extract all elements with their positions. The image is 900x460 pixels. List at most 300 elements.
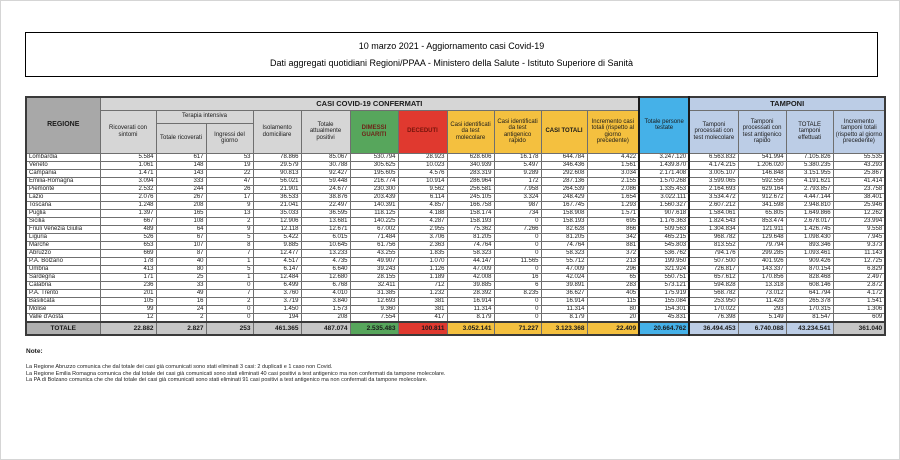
value-cell: 78.866 <box>253 153 301 161</box>
value-cell: 56.021 <box>253 177 301 185</box>
column-header-regione: REGIONE <box>26 97 100 153</box>
value-cell: 36.533 <box>253 193 301 201</box>
value-cell: 346.436 <box>541 161 587 169</box>
value-cell: 461.365 <box>253 322 301 335</box>
value-cell: 178 <box>100 257 156 265</box>
value-cell: 0 <box>494 233 541 241</box>
table-header <box>26 97 885 153</box>
table-row <box>26 297 885 305</box>
value-cell: 201 <box>100 289 156 297</box>
table-body <box>26 153 885 335</box>
value-cell: 35.033 <box>253 209 301 217</box>
value-cell: 267 <box>156 193 206 201</box>
value-cell: 1.570.268 <box>639 177 689 185</box>
value-cell: 283 <box>587 281 639 289</box>
region-name: Toscana <box>26 201 100 209</box>
value-cell: 4.188 <box>398 209 447 217</box>
value-cell: 19 <box>206 161 253 169</box>
group-header-casi-confermati: CASI COVID-19 CONFERMATI <box>100 97 639 110</box>
value-cell: 65 <box>587 273 639 281</box>
value-cell: 7.266 <box>494 225 541 233</box>
value-cell: 39.885 <box>447 281 494 289</box>
value-cell: 321.924 <box>639 265 689 273</box>
column-header-tamponi-totale: TOTALE tamponi effettuati <box>786 110 833 153</box>
value-cell: 0 <box>494 249 541 257</box>
column-header-tamponi-molecolare: Tamponi processati con test molecolare <box>689 110 738 153</box>
value-cell: 99 <box>100 305 156 313</box>
value-cell: 644.784 <box>541 153 587 161</box>
value-cell: 1 <box>206 273 253 281</box>
value-cell: 1.176.363 <box>639 217 689 225</box>
value-cell: 1.098.430 <box>786 233 833 241</box>
value-cell: 292.608 <box>541 169 587 177</box>
region-name: Lombardia <box>26 153 100 161</box>
column-header-terapia-ingressi: Ingressi del giorno <box>206 123 253 153</box>
region-name: Valle d'Aosta <box>26 313 100 322</box>
value-cell: 1.471 <box>100 169 156 177</box>
value-cell: 154.301 <box>639 305 689 313</box>
value-cell: 372 <box>587 249 639 257</box>
value-cell: 487.074 <box>301 322 350 335</box>
value-cell: 16 <box>156 297 206 305</box>
value-cell: 3.005.107 <box>689 169 738 177</box>
value-cell: 0 <box>494 297 541 305</box>
value-cell: 2 <box>156 313 206 322</box>
value-cell: 58.323 <box>447 249 494 257</box>
value-cell: 129.648 <box>738 233 786 241</box>
column-header-incremento-tamponi: Incremento tamponi totali (rispetto al giorno precedente) <box>833 110 885 153</box>
value-cell: 305.625 <box>350 161 398 169</box>
region-name: P.A. Trento <box>26 289 100 297</box>
value-cell: 81.547 <box>786 313 833 322</box>
value-cell: 65.805 <box>738 209 786 217</box>
value-cell: 158.174 <box>447 209 494 217</box>
table-row <box>26 249 885 257</box>
value-cell: 264.539 <box>541 185 587 193</box>
value-cell: 108 <box>156 217 206 225</box>
value-cell: 9 <box>206 201 253 209</box>
value-cell: 909.426 <box>786 257 833 265</box>
covid-data-table <box>25 96 886 336</box>
value-cell: 669 <box>100 249 156 257</box>
value-cell: 0 <box>206 305 253 313</box>
table-row <box>26 161 885 169</box>
table-row <box>26 209 885 217</box>
value-cell: 12.477 <box>253 249 301 257</box>
value-cell: 2.678.017 <box>786 217 833 225</box>
value-cell: 1.835 <box>398 249 447 257</box>
table-row <box>26 305 885 313</box>
value-cell: 22.497 <box>301 201 350 209</box>
value-cell: 2.872 <box>833 281 885 289</box>
value-cell: 71.484 <box>350 233 398 241</box>
value-cell: 609 <box>833 313 885 322</box>
value-cell: 286.964 <box>447 177 494 185</box>
column-header-positivi: Totale attualmente positivi <box>301 110 350 153</box>
value-cell: 10.914 <box>398 177 447 185</box>
value-cell: 4.422 <box>587 153 639 161</box>
value-cell: 171 <box>100 273 156 281</box>
value-cell: 230.300 <box>350 185 398 193</box>
value-cell: 30.788 <box>301 161 350 169</box>
value-cell: 870.154 <box>786 265 833 273</box>
value-cell: 1.561 <box>587 161 639 169</box>
value-cell: 592.556 <box>738 177 786 185</box>
value-cell: 1.061 <box>100 161 156 169</box>
value-cell: 287.136 <box>541 177 587 185</box>
value-cell: 545.803 <box>639 241 689 249</box>
value-cell: 8.235 <box>494 289 541 297</box>
value-cell: 208 <box>156 201 206 209</box>
value-cell: 47.009 <box>447 265 494 273</box>
value-cell: 41.414 <box>833 177 885 185</box>
value-cell: 12.118 <box>253 225 301 233</box>
value-cell: 1.824.543 <box>689 217 738 225</box>
value-cell: 2 <box>206 217 253 225</box>
column-header-isolamento: Isolamento domiciliare <box>253 110 301 153</box>
value-cell: 7.945 <box>833 233 885 241</box>
region-name: Friuli Venezia Giulia <box>26 225 100 233</box>
value-cell: 265.378 <box>786 297 833 305</box>
value-cell: 55.535 <box>833 153 885 161</box>
value-cell: 550.751 <box>639 273 689 281</box>
value-cell: 2.535.483 <box>350 322 398 335</box>
value-cell: 1.232 <box>398 289 447 297</box>
column-header-persone-testate: Totale persone testate <box>639 97 689 153</box>
value-cell: 121.911 <box>738 225 786 233</box>
table-row <box>26 289 885 297</box>
value-cell: 47.009 <box>541 265 587 273</box>
value-cell: 573.121 <box>639 281 689 289</box>
value-cell: 53 <box>206 153 253 161</box>
value-cell: 21.041 <box>253 201 301 209</box>
column-header-terapia-totale: Totale ricoverati <box>156 123 206 153</box>
value-cell: 530.794 <box>350 153 398 161</box>
value-cell: 203.439 <box>350 193 398 201</box>
value-cell: 47 <box>206 177 253 185</box>
value-cell: 5.497 <box>494 161 541 169</box>
value-cell: 3.052.141 <box>447 322 494 335</box>
value-cell: 107 <box>156 241 206 249</box>
value-cell: 2.497 <box>833 273 885 281</box>
value-cell: 28.923 <box>398 153 447 161</box>
value-cell: 608.146 <box>786 281 833 289</box>
value-cell: 90.813 <box>253 169 301 177</box>
notes-section <box>26 348 866 384</box>
notes-title: Note: <box>26 348 43 355</box>
value-cell: 417 <box>398 313 447 322</box>
value-cell: 80 <box>156 265 206 273</box>
value-cell: 140.225 <box>350 217 398 225</box>
value-cell: 283.319 <box>447 169 494 177</box>
value-cell: 526 <box>100 233 156 241</box>
value-cell: 11.314 <box>541 305 587 313</box>
value-cell: 16 <box>494 273 541 281</box>
value-cell: 8 <box>206 241 253 249</box>
region-name: Basilicata <box>26 297 100 305</box>
value-cell: 73.012 <box>738 289 786 297</box>
value-cell: 39.243 <box>350 265 398 273</box>
value-cell: 170.022 <box>689 305 738 313</box>
value-cell: 172 <box>494 177 541 185</box>
region-name: TOTALE <box>26 322 100 335</box>
value-cell: 74.764 <box>541 241 587 249</box>
value-cell: 22.882 <box>100 322 156 335</box>
value-cell: 148 <box>156 161 206 169</box>
value-cell: 296 <box>587 265 639 273</box>
value-cell: 36.494.453 <box>689 322 738 335</box>
value-cell: 3.719 <box>253 297 301 305</box>
value-cell: 2 <box>206 297 253 305</box>
table-row <box>26 185 885 193</box>
value-cell: 6.114 <box>398 193 447 201</box>
value-cell: 16.914 <box>541 297 587 305</box>
value-cell: 4.287 <box>398 217 447 225</box>
value-cell: 12.671 <box>301 225 350 233</box>
value-cell: 5.149 <box>738 313 786 322</box>
value-cell: 6.768 <box>301 281 350 289</box>
value-cell: 12.906 <box>253 217 301 225</box>
value-cell: 667 <box>100 217 156 225</box>
value-cell: 155.084 <box>639 297 689 305</box>
value-cell: 9.562 <box>398 185 447 193</box>
value-cell: 20.664.762 <box>639 322 689 335</box>
value-cell: 216.774 <box>350 177 398 185</box>
value-cell: 16.178 <box>494 153 541 161</box>
value-cell: 38.401 <box>833 193 885 201</box>
value-cell: 4.010 <box>301 289 350 297</box>
value-cell: 170.856 <box>738 273 786 281</box>
value-cell: 9.558 <box>833 225 885 233</box>
value-cell: 2.827 <box>156 322 206 335</box>
value-cell: 5.422 <box>253 233 301 241</box>
value-cell: 1.541 <box>833 297 885 305</box>
value-cell: 208 <box>301 313 350 322</box>
value-cell: 2.793.857 <box>786 185 833 193</box>
value-cell: 12 <box>100 313 156 322</box>
table-row <box>26 273 885 281</box>
value-cell: 22.409 <box>587 322 639 335</box>
value-cell: 13.233 <box>301 249 350 257</box>
value-cell: 7.105.826 <box>786 153 833 161</box>
value-cell: 1.654 <box>587 193 639 201</box>
value-cell: 5 <box>206 233 253 241</box>
value-cell: 3.706 <box>398 233 447 241</box>
value-cell: 20 <box>587 313 639 322</box>
value-cell: 87 <box>156 249 206 257</box>
region-name: Puglia <box>26 209 100 217</box>
value-cell: 3.534.472 <box>689 193 738 201</box>
group-header-tamponi: TAMPONI <box>689 97 885 110</box>
value-cell: 143.337 <box>738 265 786 273</box>
value-cell: 25 <box>156 273 206 281</box>
region-name: P.A. Bolzano <box>26 257 100 265</box>
value-cell: 8.179 <box>447 313 494 322</box>
value-cell: 1.450 <box>253 305 301 313</box>
value-cell: 158.193 <box>541 217 587 225</box>
value-cell: 828.468 <box>786 273 833 281</box>
region-name: Abruzzo <box>26 249 100 257</box>
value-cell: 81.205 <box>541 233 587 241</box>
value-cell: 2.532 <box>100 185 156 193</box>
value-cell: 381 <box>398 297 447 305</box>
value-cell: 67 <box>156 233 206 241</box>
value-cell: 405 <box>587 289 639 297</box>
value-cell: 115 <box>587 297 639 305</box>
value-cell: 7.958 <box>494 185 541 193</box>
value-cell: 628.606 <box>447 153 494 161</box>
value-cell: 12.484 <box>253 273 301 281</box>
region-name: Calabria <box>26 281 100 289</box>
value-cell: 44.147 <box>447 257 494 265</box>
value-cell: 236 <box>100 281 156 289</box>
value-cell: 43.255 <box>350 249 398 257</box>
value-cell: 0 <box>206 281 253 289</box>
value-cell: 0 <box>494 305 541 313</box>
value-cell: 536.762 <box>639 249 689 257</box>
region-name: Liguria <box>26 233 100 241</box>
table-row <box>26 225 885 233</box>
value-cell: 3.094 <box>100 177 156 185</box>
group-header-terapia-intensiva: Terapia intensiva <box>156 110 253 123</box>
value-cell: 2.164.693 <box>689 185 738 193</box>
note-line-bolzano: La PA di Bolzano comunica che che dal totale dei casi già comunicati sono stati eliminati 91 casi positivi a test antigenico ma non confermati da tampone molecolare. <box>26 377 428 383</box>
value-cell: 49.907 <box>350 257 398 265</box>
value-cell: 6.829 <box>833 265 885 273</box>
value-cell: 194 <box>253 313 301 322</box>
value-cell: 36.595 <box>301 209 350 217</box>
value-cell: 4.857 <box>398 201 447 209</box>
value-cell: 465.215 <box>639 233 689 241</box>
value-cell: 1.584.061 <box>689 209 738 217</box>
value-cell: 4.174.215 <box>689 161 738 169</box>
value-cell: 726.817 <box>689 265 738 273</box>
total-row <box>26 322 885 335</box>
value-cell: 24 <box>156 305 206 313</box>
region-name: Molise <box>26 305 100 313</box>
value-cell: 253.950 <box>689 297 738 305</box>
note-line-emilia-romagna: La Regione Emilia Romagna comunica che dal totale dei casi già comunicati sono stati eliminati 40 casi positivi a test antigenico ma non confermati da tampone molecolare. <box>26 370 446 377</box>
value-cell: 881 <box>587 241 639 249</box>
value-cell: 10.023 <box>398 161 447 169</box>
value-cell: 158.193 <box>447 217 494 225</box>
value-cell: 166.758 <box>447 201 494 209</box>
value-cell: 49 <box>156 289 206 297</box>
column-header-casi-molecolare: Casi identificati da test molecolare <box>447 110 494 153</box>
value-cell: 489 <box>100 225 156 233</box>
value-cell: 43.293 <box>833 161 885 169</box>
value-cell: 987 <box>494 201 541 209</box>
column-header-casi-totali: CASI TOTALI <box>541 110 587 153</box>
value-cell: 39.891 <box>541 281 587 289</box>
table-row <box>26 217 885 225</box>
value-cell: 866 <box>587 225 639 233</box>
column-header-deceduti: DECEDUTI <box>398 110 447 153</box>
value-cell: 794.176 <box>689 249 738 257</box>
bulletin-date-title: 10 marzo 2021 - Aggiornamento casi Covid-19 <box>358 40 545 51</box>
value-cell: 1.304.834 <box>689 225 738 233</box>
value-cell: 24.677 <box>301 185 350 193</box>
value-cell: 6.640 <box>301 265 350 273</box>
region-name: Sicilia <box>26 217 100 225</box>
value-cell: 61.756 <box>350 241 398 249</box>
value-cell: 1 <box>206 257 253 265</box>
value-cell: 40 <box>156 257 206 265</box>
value-cell: 3.599.065 <box>689 177 738 185</box>
value-cell: 507.500 <box>689 257 738 265</box>
region-name: Piemonte <box>26 185 100 193</box>
value-cell: 58.323 <box>541 249 587 257</box>
value-cell: 3.151.955 <box>786 169 833 177</box>
region-name: Campania <box>26 169 100 177</box>
value-cell: 16.914 <box>447 297 494 305</box>
value-cell: 1.070 <box>398 257 447 265</box>
value-cell: 734 <box>494 209 541 217</box>
value-cell: 22 <box>206 169 253 177</box>
value-cell: 907.618 <box>639 209 689 217</box>
value-cell: 653 <box>100 241 156 249</box>
value-cell: 11.143 <box>833 249 885 257</box>
value-cell: 1.560.327 <box>639 201 689 209</box>
value-cell: 6.499 <box>253 281 301 289</box>
value-cell: 28.392 <box>447 289 494 297</box>
value-cell: 8.179 <box>541 313 587 322</box>
value-cell: 55.712 <box>541 257 587 265</box>
value-cell: 9.885 <box>253 241 301 249</box>
value-cell: 11.565 <box>494 257 541 265</box>
value-cell: 28.155 <box>350 273 398 281</box>
value-cell: 9.289 <box>494 169 541 177</box>
region-name: Sardegna <box>26 273 100 281</box>
value-cell: 4.191.621 <box>786 177 833 185</box>
value-cell: 80 <box>587 305 639 313</box>
value-cell: 912.672 <box>738 193 786 201</box>
region-name: Umbria <box>26 265 100 273</box>
value-cell: 12.725 <box>833 257 885 265</box>
value-cell: 4.172 <box>833 289 885 297</box>
value-cell: 7 <box>206 289 253 297</box>
value-cell: 3.760 <box>253 289 301 297</box>
column-header-ricoverati: Ricoverati con sintomi <box>100 110 156 153</box>
value-cell: 1.306 <box>833 305 885 313</box>
value-cell: 36.627 <box>541 289 587 297</box>
region-name: Marche <box>26 241 100 249</box>
table-row <box>26 153 885 161</box>
value-cell: 82.628 <box>541 225 587 233</box>
value-cell: 1.426.745 <box>786 225 833 233</box>
value-cell: 641.794 <box>786 289 833 297</box>
value-cell: 1.439.870 <box>639 161 689 169</box>
value-cell: 2.955 <box>398 225 447 233</box>
value-cell: 12.693 <box>350 297 398 305</box>
value-cell: 244 <box>156 185 206 193</box>
table-row <box>26 193 885 201</box>
column-header-tamponi-antigenico: Tamponi processati con test antigenico rapido <box>738 110 786 153</box>
value-cell: 594.828 <box>689 281 738 289</box>
value-cell: 17 <box>206 193 253 201</box>
table-row <box>26 241 885 249</box>
value-cell: 7.554 <box>350 313 398 322</box>
table-row <box>26 265 885 273</box>
value-cell: 0 <box>494 265 541 273</box>
value-cell: 4.517 <box>253 257 301 265</box>
value-cell: 92.427 <box>301 169 350 177</box>
value-cell: 1.571 <box>587 209 639 217</box>
table-row <box>26 313 885 322</box>
value-cell: 4.735 <box>301 257 350 265</box>
value-cell: 7 <box>206 249 253 257</box>
value-cell: 23.994 <box>833 217 885 225</box>
